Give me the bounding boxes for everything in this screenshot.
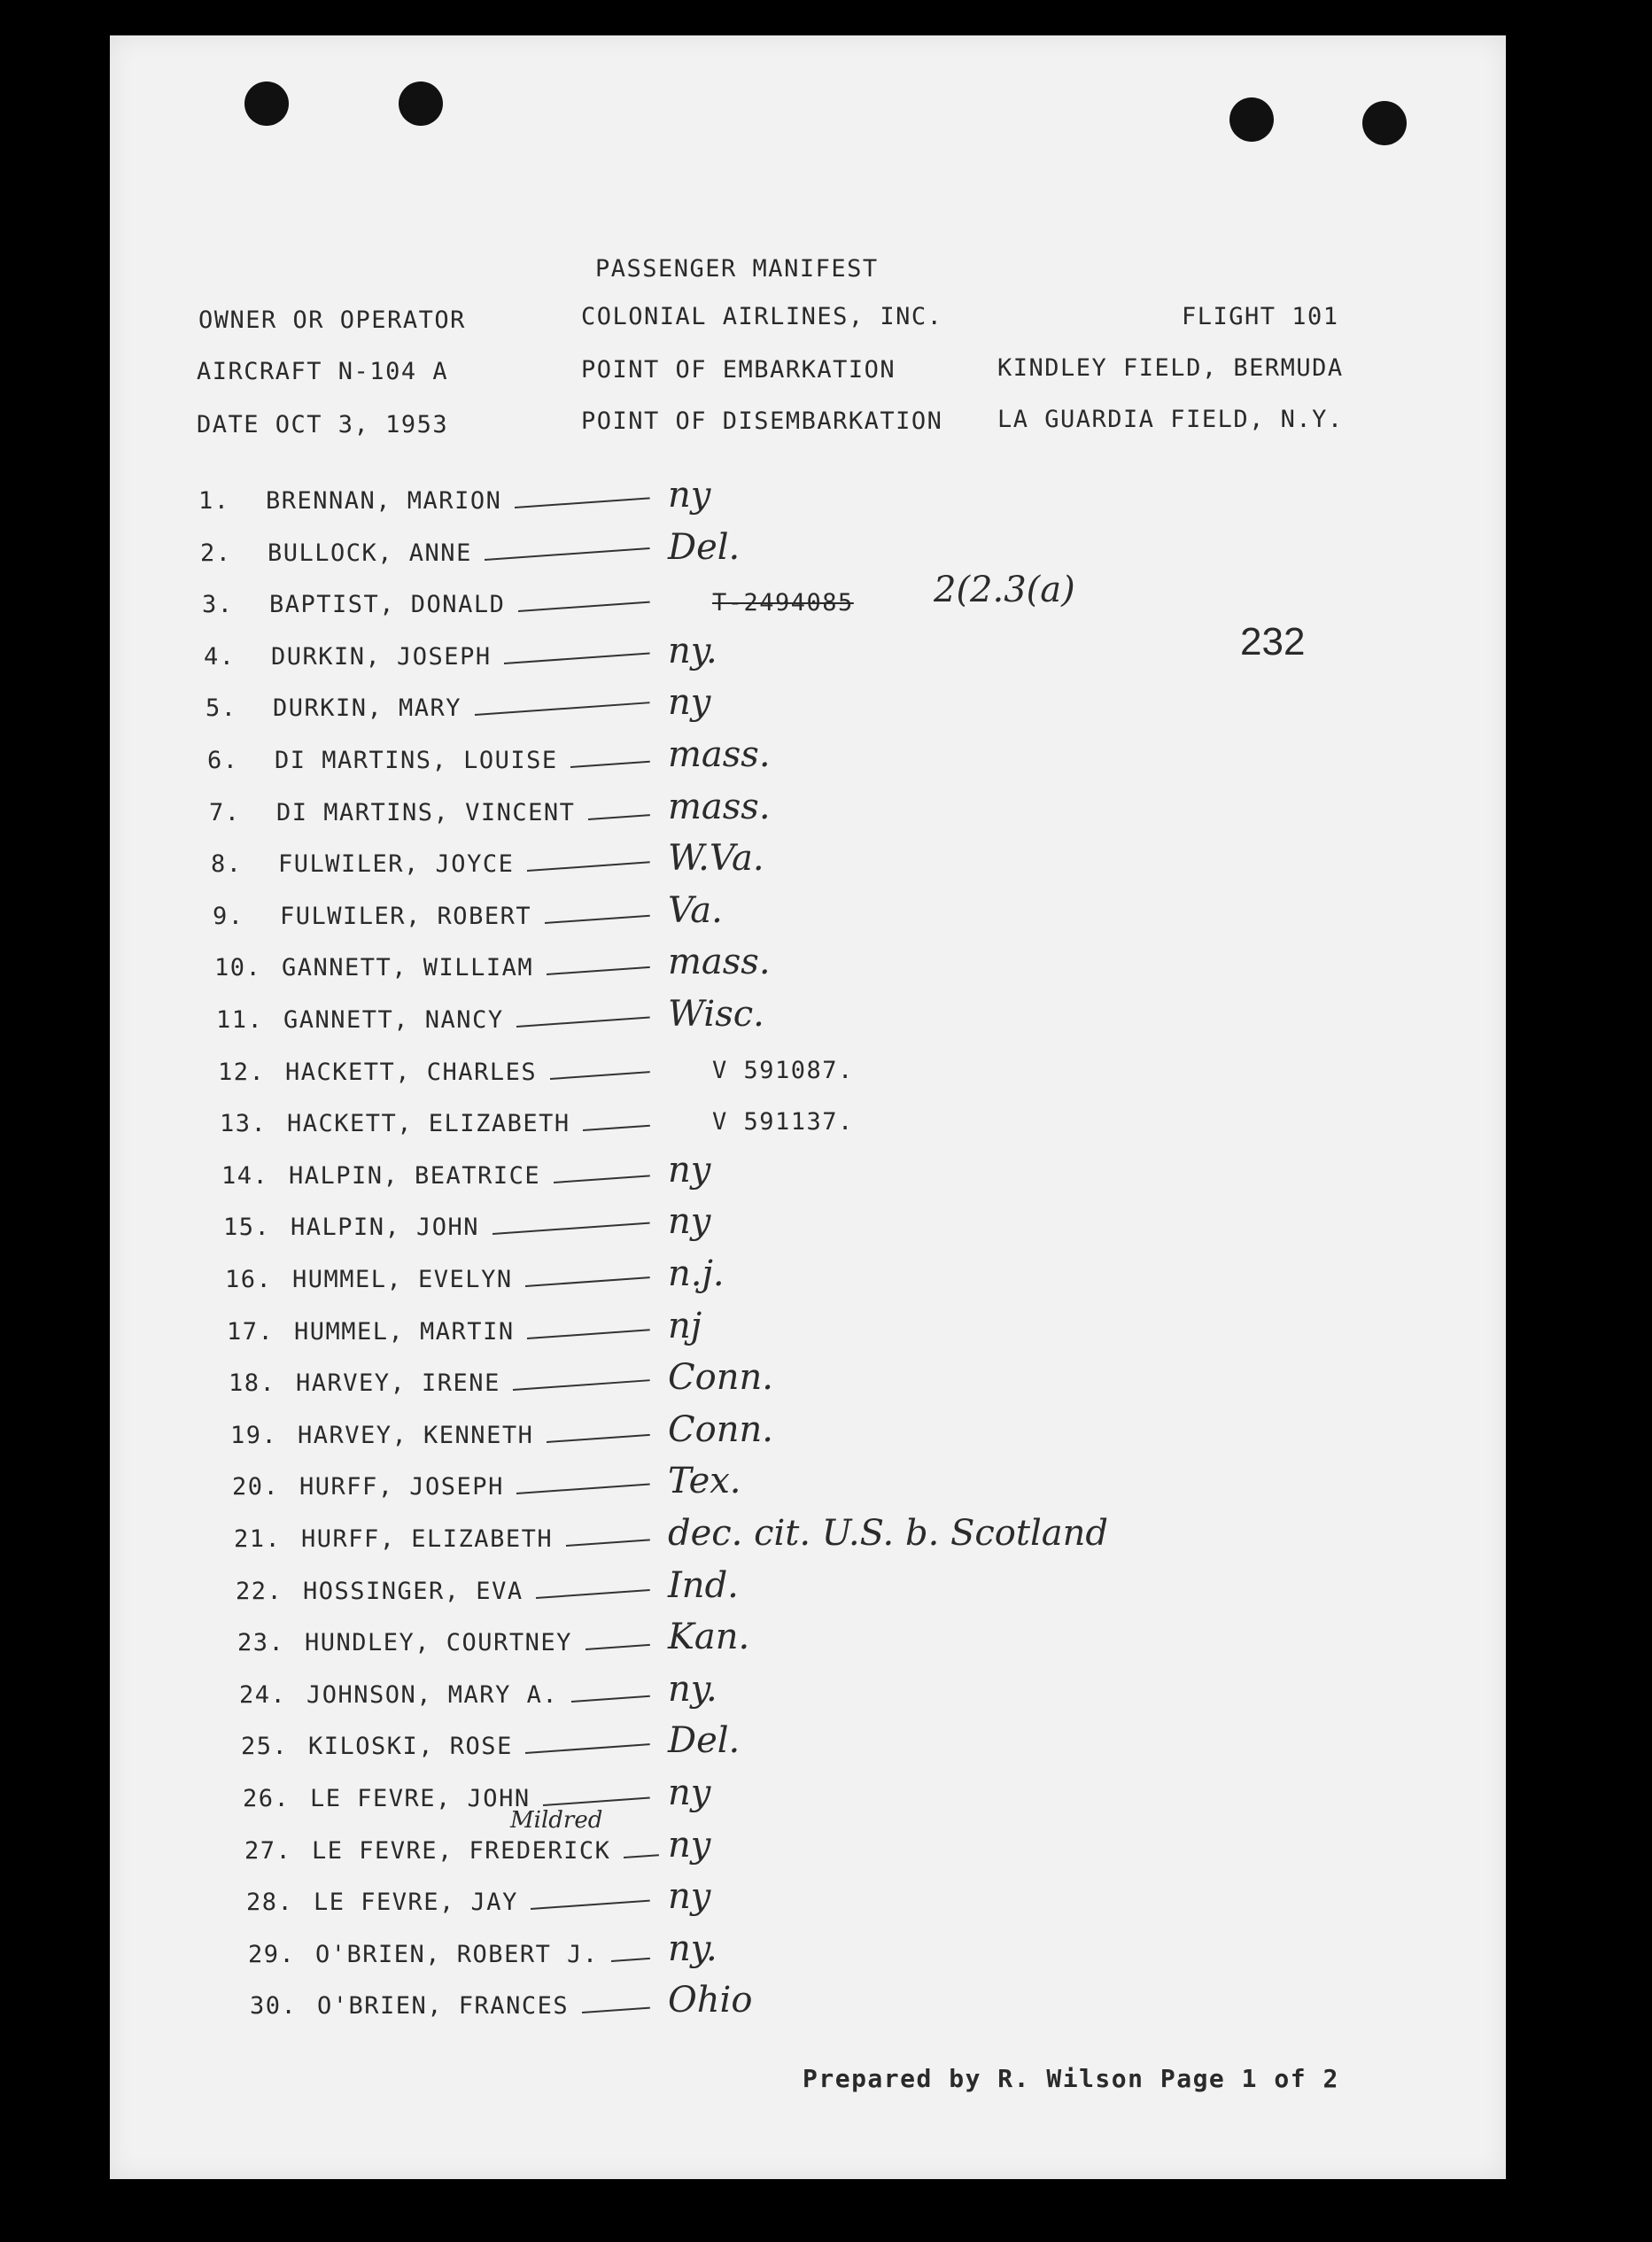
passenger-number: 28. (246, 1889, 294, 1916)
passenger-name: DI MARTINS, LOUISE (275, 747, 558, 774)
passenger-name: HUMMEL, EVELYN (292, 1266, 513, 1293)
dash-stroke (588, 814, 650, 820)
passenger-note: Ohio (668, 1980, 753, 2021)
passenger-number: 12. (218, 1059, 266, 1086)
passenger-note: nj (668, 1306, 702, 1346)
passenger-number: 8. (211, 850, 243, 878)
passenger-number: 23. (237, 1629, 285, 1656)
passenger-name: DURKIN, JOSEPH (271, 643, 492, 671)
passenger-name: HARVEY, IRENE (296, 1369, 500, 1397)
dash-stroke (545, 915, 650, 924)
passenger-number: 24. (239, 1681, 287, 1709)
passenger-name: HOSSINGER, EVA (303, 1578, 524, 1605)
passenger-number: 25. (241, 1733, 289, 1760)
passenger-number: 17. (227, 1318, 275, 1346)
punch-hole-right-2 (1362, 101, 1407, 145)
passenger-name: JOHNSON, MARY A. (306, 1681, 559, 1709)
passenger-name: DURKIN, MARY (273, 694, 462, 722)
passenger-number: 10. (214, 954, 262, 981)
dash-stroke (527, 861, 650, 872)
passenger-note: Tex. (668, 1461, 741, 1501)
dash-stroke (518, 601, 650, 612)
passenger-note: Conn. (668, 1357, 773, 1398)
dash-stroke (525, 1743, 649, 1754)
passenger-note: ny (668, 1825, 711, 1866)
dash-stroke (583, 1125, 650, 1131)
passenger-name: O'BRIEN, ROBERT J. (315, 1941, 599, 1968)
passenger-number: 19. (230, 1422, 278, 1449)
passenger-name: LE FEVRE, JOHN (310, 1785, 531, 1812)
dash-stroke (516, 1483, 649, 1494)
passenger-number: 30. (250, 1992, 298, 2020)
dash-stroke (582, 2007, 650, 2013)
passenger-name: BRENNAN, MARION (266, 487, 502, 515)
passenger-note: ny (668, 1150, 711, 1191)
dash-stroke (492, 1222, 650, 1235)
passenger-note: W.Va. (668, 838, 764, 879)
passenger-note-secondary: 2(2.3(a) (934, 570, 1075, 610)
dash-stroke (554, 1175, 650, 1183)
passenger-number: 13. (220, 1110, 268, 1137)
dash-stroke (525, 1276, 650, 1287)
passenger-note: Va. (668, 890, 723, 931)
punch-hole-left-2 (399, 81, 443, 126)
passenger-number: 3. (202, 591, 234, 618)
passenger-note: n.j. (668, 1253, 725, 1294)
passenger-number: 22. (236, 1578, 283, 1605)
passenger-number: 9. (213, 903, 244, 930)
passenger-name: O'BRIEN, FRANCES (317, 1992, 570, 2020)
passenger-note: Kan. (668, 1617, 750, 1657)
flight-date: DATE OCT 3, 1953 (197, 411, 449, 438)
passenger-note: V 591137. (712, 1108, 854, 1136)
flight-number: FLIGHT 101 (1182, 303, 1339, 330)
passenger-name: HALPIN, JOHN (291, 1214, 480, 1241)
passenger-note: T-2494085 (712, 589, 854, 617)
passenger-name: HACKETT, CHARLES (285, 1059, 538, 1086)
dash-stroke (571, 1695, 650, 1703)
dash-stroke (504, 653, 650, 664)
owner-value: COLONIAL AIRLINES, INC. (581, 303, 943, 330)
embark-value: KINDLEY FIELD, BERMUDA (997, 354, 1344, 382)
passenger-note: ny (668, 475, 711, 516)
passenger-note: ny. (668, 631, 717, 671)
footer-prepared-by: Prepared by R. Wilson Page 1 of 2 (803, 2064, 1339, 2093)
passenger-number: 29. (248, 1941, 296, 1968)
name-correction: Mildred (510, 1807, 603, 1834)
passenger-note: Conn. (668, 1409, 773, 1450)
dash-stroke (475, 702, 650, 716)
dash-stroke (566, 1539, 650, 1547)
passenger-number: 15. (223, 1214, 271, 1241)
passenger-note: Ind. (668, 1565, 739, 1606)
passenger-number: 4. (204, 643, 236, 671)
passenger-number: 7. (209, 799, 241, 826)
disembark-value: LA GUARDIA FIELD, N.Y. (997, 406, 1344, 433)
passenger-number: 2. (200, 539, 232, 567)
passenger-note: mass. (668, 787, 771, 827)
passenger-note: mass. (668, 734, 771, 775)
passenger-name: KILOSKI, ROSE (308, 1733, 513, 1760)
passenger-number: 16. (225, 1266, 273, 1293)
punch-hole-left-1 (244, 81, 289, 126)
passenger-note: mass. (668, 942, 771, 982)
passenger-name: LE FEVRE, FREDERICK (312, 1837, 611, 1865)
dash-stroke (485, 547, 649, 561)
dash-stroke (515, 497, 650, 508)
passenger-number: 18. (229, 1369, 276, 1397)
passenger-name: BAPTIST, DONALD (269, 591, 506, 618)
passenger-name: DI MARTINS, VINCENT (276, 799, 576, 826)
passenger-number: 26. (243, 1785, 291, 1812)
passenger-note: Del. (668, 527, 741, 568)
passenger-note: ny. (668, 1928, 717, 1969)
passenger-note: ny (668, 1201, 711, 1242)
passenger-name: HUNDLEY, COURTNEY (305, 1629, 572, 1656)
dash-stroke (624, 1854, 659, 1858)
disembark-label: POINT OF DISEMBARKATION (581, 407, 943, 435)
passenger-name: HACKETT, ELIZABETH (287, 1110, 570, 1137)
passenger-note: ny (668, 1773, 711, 1813)
passenger-note: ny. (668, 1669, 717, 1710)
punch-hole-right-1 (1229, 97, 1274, 142)
dash-stroke (531, 1900, 649, 1910)
passenger-note: ny (668, 682, 711, 723)
passenger-name: HALPIN, BEATRICE (289, 1162, 541, 1190)
passenger-note: ny (668, 1876, 711, 1917)
dash-stroke (611, 1958, 650, 1962)
passenger-number: 1. (198, 487, 230, 515)
passenger-number: 21. (234, 1525, 282, 1553)
dash-stroke (547, 966, 650, 975)
dash-stroke (516, 1016, 650, 1028)
passenger-number: 6. (207, 747, 239, 774)
passenger-number: 5. (206, 694, 237, 722)
passenger-number: 14. (221, 1162, 269, 1190)
dash-stroke (586, 1644, 650, 1650)
passenger-number: 11. (216, 1006, 264, 1034)
passenger-name: GANNETT, NANCY (283, 1006, 504, 1034)
passenger-number: 20. (232, 1473, 280, 1501)
dash-stroke (547, 1434, 650, 1443)
dash-stroke (513, 1379, 649, 1391)
passenger-name: HURFF, JOSEPH (299, 1473, 504, 1501)
passenger-note: Del. (668, 1720, 741, 1761)
manifest-title: PASSENGER MANIFEST (595, 255, 879, 283)
passenger-name: FULWILER, JOYCE (278, 850, 515, 878)
stamp-number: 232 (1240, 620, 1306, 663)
passenger-name: BULLOCK, ANNE (268, 539, 472, 567)
embark-label: POINT OF EMBARKATION (581, 356, 896, 384)
passenger-note: Wisc. (668, 994, 764, 1035)
manifest-page (110, 35, 1506, 2179)
aircraft-id: AIRCRAFT N-104 A (197, 358, 449, 385)
dash-stroke (550, 1071, 650, 1080)
dash-stroke (536, 1589, 650, 1599)
passenger-name: LE FEVRE, JAY (314, 1889, 518, 1916)
dash-stroke (543, 1797, 650, 1806)
passenger-name: HUMMEL, MARTIN (294, 1318, 515, 1346)
owner-label: OWNER OR OPERATOR (198, 306, 466, 334)
passenger-name: FULWILER, ROBERT (280, 903, 532, 930)
passenger-note: dec. cit. U.S. b. Scotland (668, 1513, 1108, 1554)
passenger-name: GANNETT, WILLIAM (282, 954, 534, 981)
dash-stroke (527, 1329, 650, 1339)
passenger-number: 27. (244, 1837, 292, 1865)
dash-stroke (570, 761, 650, 768)
passenger-note: V 591087. (712, 1057, 854, 1084)
passenger-name: HARVEY, KENNETH (298, 1422, 534, 1449)
passenger-name: HURFF, ELIZABETH (301, 1525, 554, 1553)
